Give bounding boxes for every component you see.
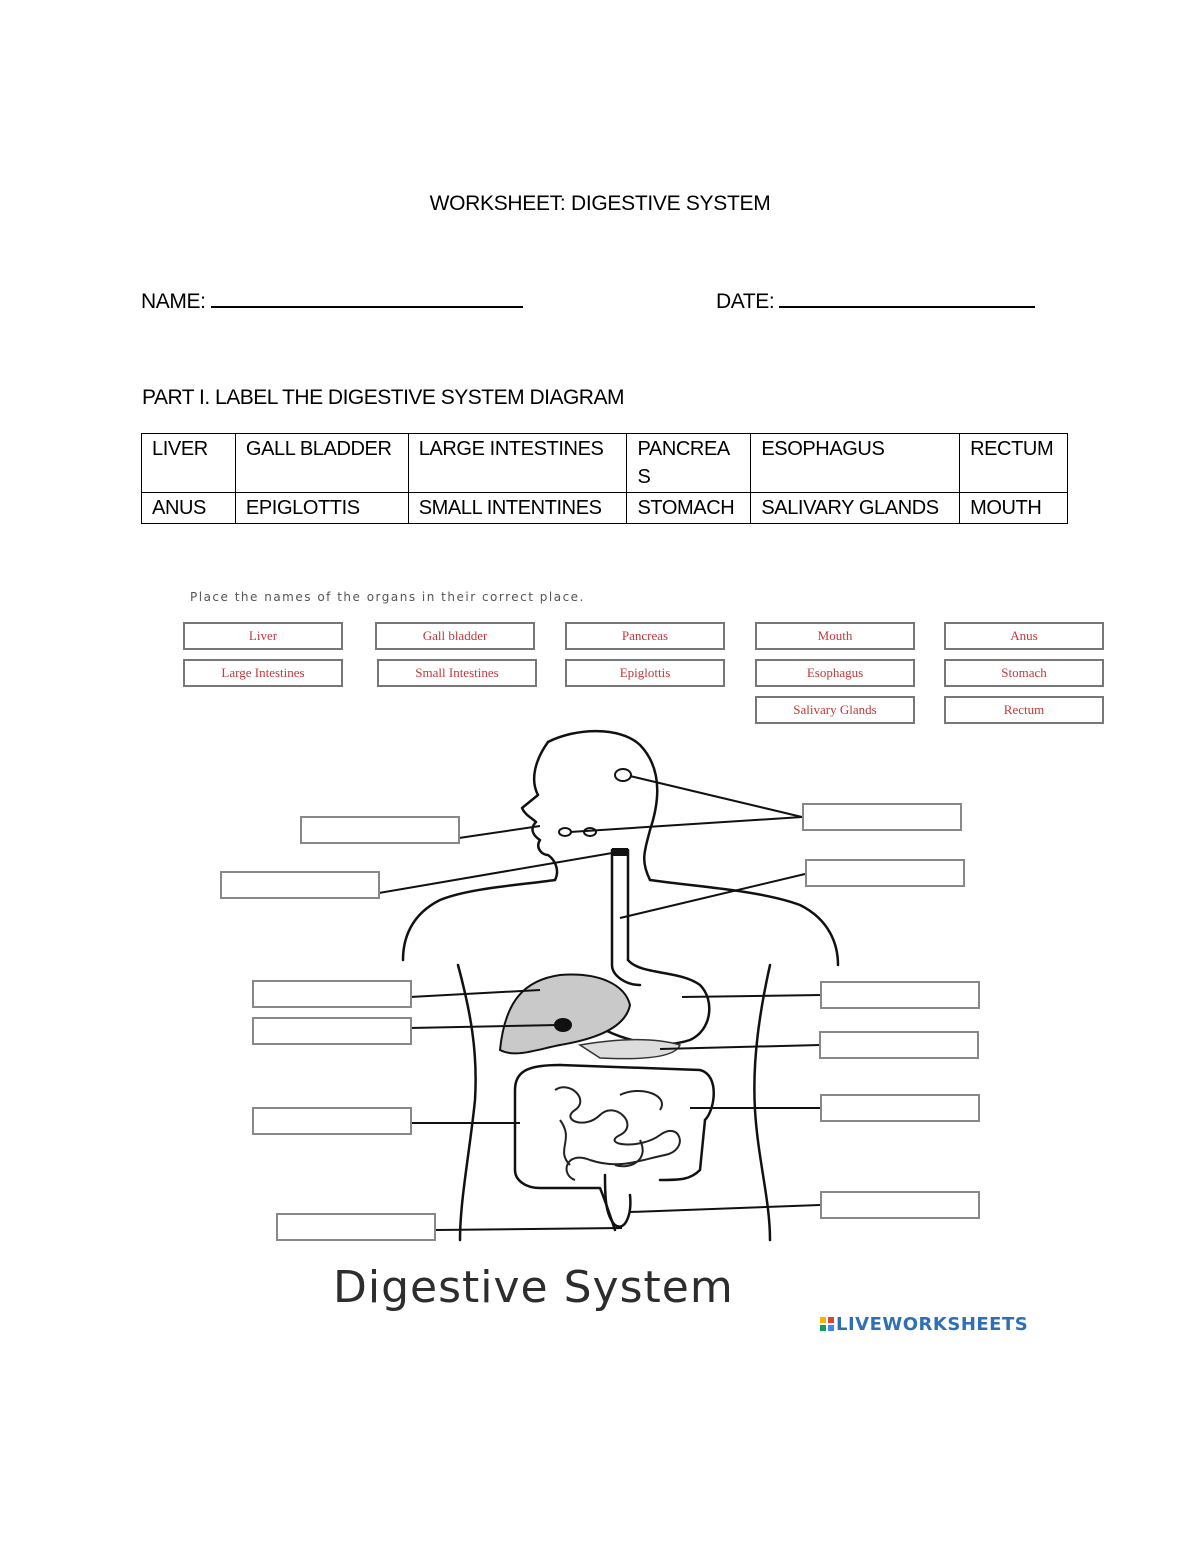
answer-box[interactable] bbox=[805, 859, 965, 887]
name-label: NAME: bbox=[141, 290, 206, 313]
leader-line bbox=[570, 817, 802, 832]
right-torso bbox=[754, 965, 770, 1240]
left-shoulder bbox=[403, 880, 555, 960]
right-shoulder bbox=[650, 880, 838, 965]
table-cell: LIVER bbox=[142, 434, 236, 493]
worksheet-title: WORKSHEET: DIGESTIVE SYSTEM bbox=[429, 192, 771, 215]
mouth-gland-shape-2 bbox=[584, 828, 596, 836]
table-cell: STOMACH bbox=[627, 493, 751, 524]
brand-name: LIVEWORKSHEETS bbox=[836, 1314, 1029, 1335]
word-box-salivary-glands[interactable]: Salivary Glands bbox=[755, 696, 915, 724]
answer-box[interactable] bbox=[300, 816, 460, 844]
table-cell: PANCREAS bbox=[627, 434, 751, 493]
word-box-pancreas[interactable]: Pancreas bbox=[565, 622, 725, 650]
answer-box[interactable] bbox=[802, 803, 962, 831]
large-intestine-top bbox=[560, 1065, 714, 1120]
date-label: DATE: bbox=[716, 290, 775, 313]
answer-box[interactable] bbox=[819, 1031, 979, 1059]
answer-box[interactable] bbox=[252, 1017, 412, 1045]
leader-line bbox=[436, 1228, 622, 1230]
word-box-mouth[interactable]: Mouth bbox=[755, 622, 915, 650]
word-box-liver[interactable]: Liver bbox=[183, 622, 343, 650]
small-intestine-coils-2 bbox=[560, 1091, 662, 1166]
word-box-rectum[interactable]: Rectum bbox=[944, 696, 1104, 724]
answer-box[interactable] bbox=[252, 980, 412, 1008]
table-cell: EPIGLOTTIS bbox=[235, 493, 408, 524]
liveworksheets-logo-icon bbox=[820, 1317, 834, 1331]
rectum-outline bbox=[605, 1175, 630, 1227]
table-cell: ESOPHAGUS bbox=[751, 434, 960, 493]
word-box-anus[interactable]: Anus bbox=[944, 622, 1104, 650]
answer-box[interactable] bbox=[276, 1213, 436, 1241]
leader-line bbox=[660, 1045, 820, 1049]
brand-logo bbox=[820, 1314, 1028, 1335]
table-cell: SMALL INTENTINES bbox=[408, 493, 627, 524]
left-torso bbox=[458, 965, 476, 1240]
mouth-gland-shape bbox=[559, 828, 571, 836]
diagram-instruction: Place the names of the organs in their correct place. bbox=[190, 590, 585, 604]
table-cell: MOUTH bbox=[960, 493, 1068, 524]
answer-box[interactable] bbox=[820, 1094, 980, 1122]
diagram-title: Digestive System bbox=[333, 1262, 734, 1313]
part-heading: PART I. LABEL THE DIGESTIVE SYSTEM DIAGRAM bbox=[142, 386, 624, 409]
head-outline bbox=[548, 731, 657, 880]
word-box-esophagus[interactable]: Esophagus bbox=[755, 659, 915, 687]
word-box-small-intestines[interactable]: Small Intestines bbox=[377, 659, 537, 687]
leader-line bbox=[630, 1205, 820, 1212]
answer-box[interactable] bbox=[252, 1107, 412, 1135]
answer-box[interactable] bbox=[820, 1191, 980, 1219]
table-cell: ANUS bbox=[142, 493, 236, 524]
table-cell: SALIVARY GLANDS bbox=[751, 493, 960, 524]
table-cell: GALL BLADDER bbox=[235, 434, 408, 493]
leader-line bbox=[459, 826, 540, 838]
answer-box[interactable] bbox=[220, 871, 380, 899]
word-box-stomach[interactable]: Stomach bbox=[944, 659, 1104, 687]
face-profile bbox=[522, 742, 557, 880]
word-box-epiglottis[interactable]: Epiglottis bbox=[565, 659, 725, 687]
word-box-large-intestines[interactable]: Large Intestines bbox=[183, 659, 343, 687]
leader-line bbox=[620, 874, 805, 918]
table-cell: RECTUM bbox=[960, 434, 1068, 493]
answer-box[interactable] bbox=[820, 981, 980, 1009]
leader-line bbox=[682, 995, 822, 997]
word-box-gall-bladder[interactable]: Gall bladder bbox=[375, 622, 535, 650]
large-intestine-right bbox=[660, 1120, 705, 1180]
salivary-gland-shape bbox=[615, 769, 631, 781]
table-cell: LARGE INTESTINES bbox=[408, 434, 627, 493]
